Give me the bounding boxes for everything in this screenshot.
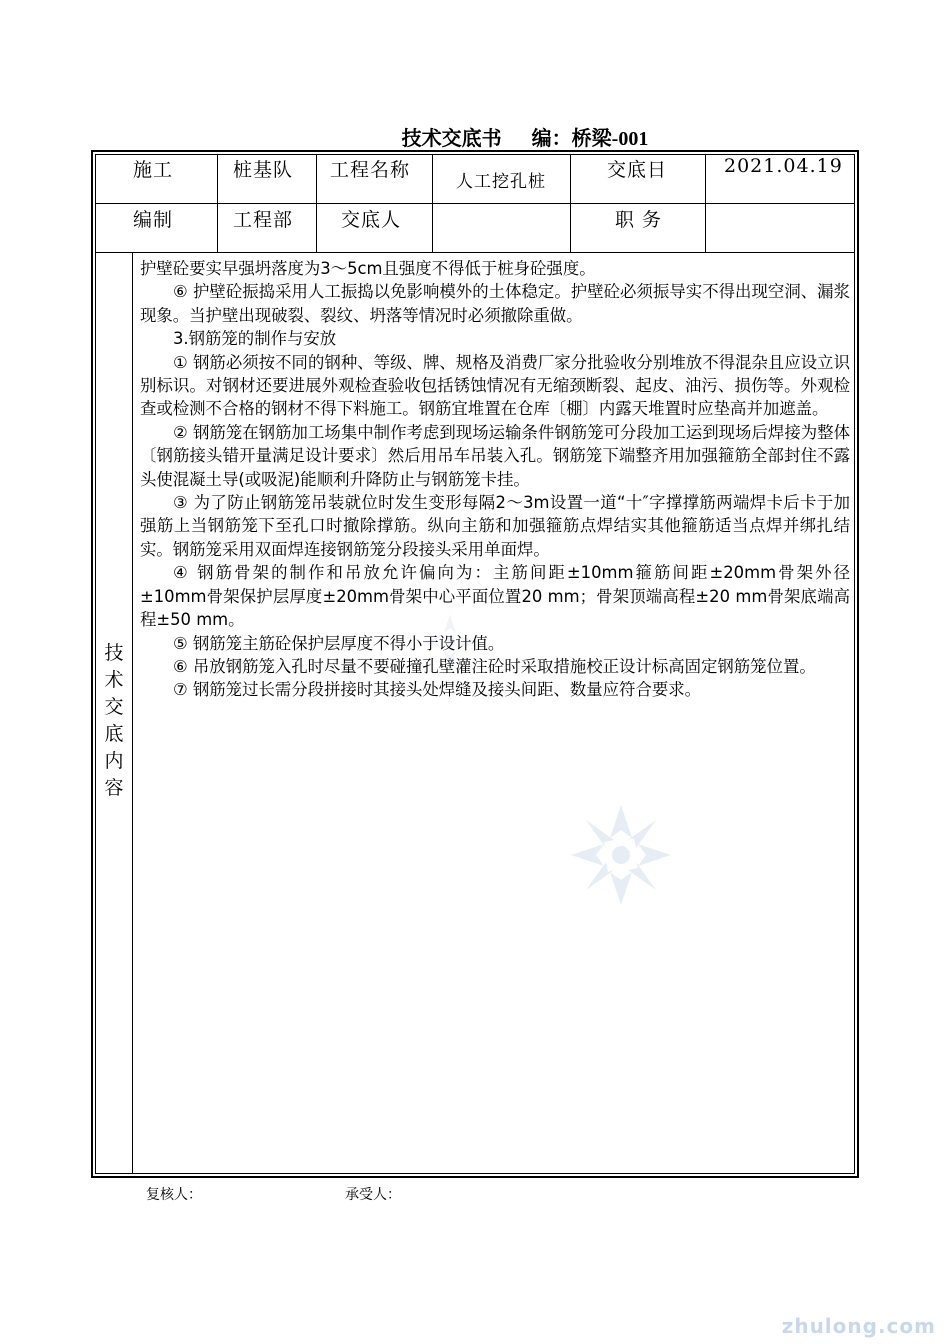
content-section-label [99,640,129,802]
snowflake-watermark-icon [566,800,676,910]
col-divider-5 [705,154,706,253]
content-paragraph: ⑥ 护壁砼振捣采用人工振捣以免影响模外的土体稳定。护壁砼必须振导实不得出现空洞、漏浆现象。当护壁出现破裂、裂纹、坍落等情况时必须撤除重做。 [140,282,850,325]
position-label: 职 务 [615,209,663,231]
site-watermark: zhulong.com [781,1314,936,1338]
side-label-char: 底 [104,723,124,745]
side-label-char: 术 [104,669,124,691]
side-label-char: 技 [104,642,124,664]
document-title: 技术交底书 编：桥梁-001 [401,128,649,150]
content-paragraph: ⑦ 钢筋笼过长需分段拼接时其接头处焊缝及接头间距、数量应符合要求。 [173,680,702,700]
side-label-char: 容 [104,777,124,799]
row-divider-2 [95,252,855,253]
row-divider-1 [95,203,855,204]
col-divider-3 [432,154,433,253]
reviewer-label: 复核人： [146,1187,202,1203]
project-name-value: 人工挖孔桩 [456,172,546,192]
content-paragraph: ① 钢筋必须按不同的钢种、等级、牌、规格及消费厂家分批验收分别堆放不得混杂且应设立识别标识。对钢材还要进展外观检查验收包括锈蚀情况有无缩颈断裂、起皮、油污、损伤等。外观检查或检测不合格的钢材不得下料施工。钢筋宜堆置在仓库〔棚〕内露天堆置时应垫高并加遮盖。 [140,352,850,419]
content-paragraph: ③ 为了防止钢筋笼吊装就位时发生变形每隔2～3m设置一道“十″字撑撑筋两端焊卡后卡于加强筋上当钢筋笼下至孔口时撤除撑筋。纵向主筋和加强箍筋点焊结实其他箍筋适当点焊并绑扎结实。钢筋笼采用双面焊连接钢筋笼分段接头采用单面焊。 [140,493,850,559]
content-paragraph: ⑥ 吊放钢筋笼入孔时尽量不要碰撞孔壁灌注砼时采取措施校正设计标高固定钢筋笼位置。 [173,656,816,676]
compiled-by-value: 工程部 [233,209,294,231]
project-name-label: 工程名称 [330,159,411,181]
handover-person-label: 交底人 [341,209,402,231]
handover-date-value: 2021.04.19 [724,155,843,177]
content-paragraph: ④ 钢筋骨架的制作和吊放允许偏向为：主筋间距±10mm箍筋间距±20mm骨架外径±10mm骨架保护层厚度±20mm骨架中心平面位置20 mm；骨架顶端高程±20 mm骨架底端高程±50 mm。 [140,563,850,630]
content-side-divider [132,252,133,1174]
handover-date-label: 交底日 [607,159,668,181]
construction-unit-label: 施工 [133,159,174,181]
side-label-char: 内 [104,750,124,772]
col-divider-1 [217,154,218,253]
compiled-by-label: 编制 [133,209,174,231]
construction-unit-value: 桩基队 [233,159,294,181]
col-divider-2 [316,154,317,253]
handover-content-body [140,257,850,702]
content-paragraph: 护壁砼要实早强坍落度为3～5cm且强度不得低于桩身砼强度。 [140,259,596,278]
col-divider-4 [570,154,571,253]
section-heading: 3.钢筋笼的制作与安放 [173,329,337,349]
snowflake-watermark-icon [420,612,480,672]
receiver-label: 承受人： [345,1187,401,1203]
content-paragraph: ② 钢筋笼在钢筋加工场集中制作考虑到现场运输条件钢筋笼可分段加工运到现场后焊接为整体〔钢筋接头错开量满足设计要求〕然后用吊车吊装入孔。钢筋笼下端整齐用加强箍筋全部封住不露头使混凝土导(或吸泥)能顺利升降防止与钢筋笼卡挂。 [140,422,850,489]
content-paragraph: ⑤ 钢筋笼主筋砼保护层厚度不得小于设计值。 [173,633,505,653]
side-label-char: 交 [104,696,124,718]
